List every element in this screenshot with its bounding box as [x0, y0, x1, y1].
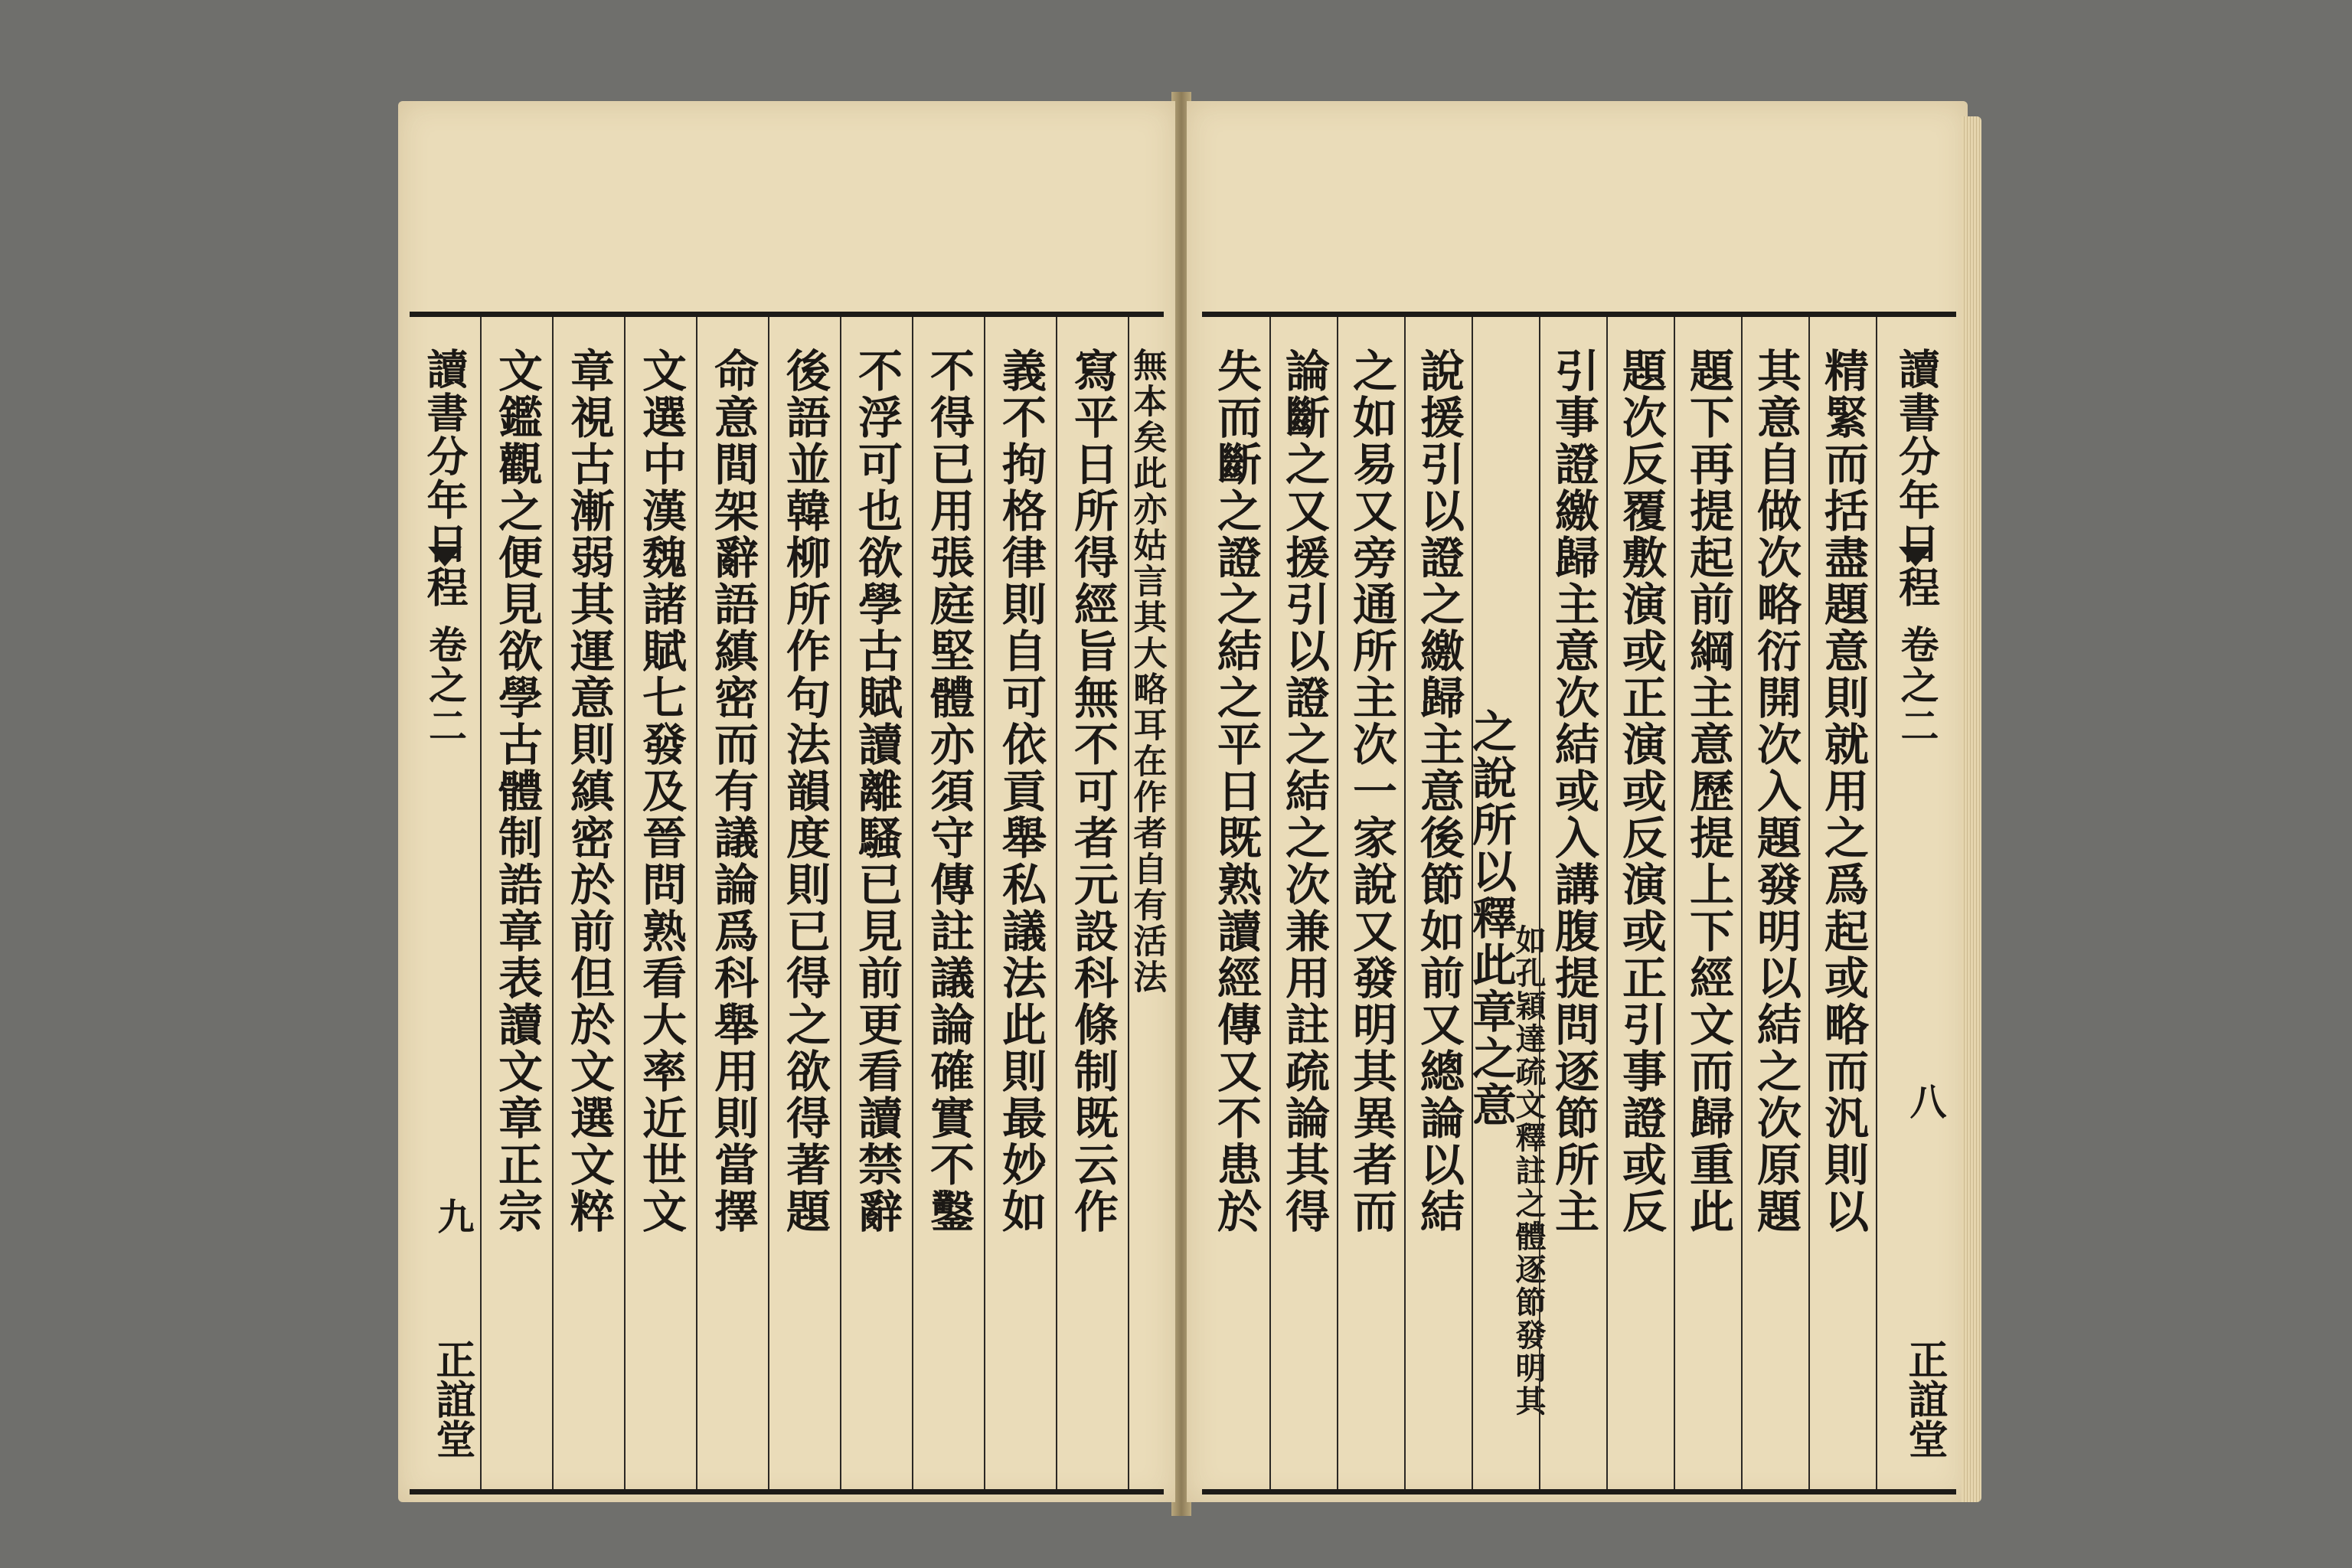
- left-header-title: 讀書分年日程: [420, 348, 469, 609]
- left-page-frame: [410, 312, 1167, 1494]
- text-column: [552, 317, 624, 1489]
- text-column: [984, 317, 1056, 1489]
- text-column: [1606, 317, 1674, 1489]
- fishtail-mark: [428, 547, 462, 567]
- left-header-volume: 卷之二: [423, 625, 468, 746]
- left-page: [398, 101, 1175, 1502]
- text-column: [1539, 317, 1606, 1489]
- text-column: [840, 317, 912, 1489]
- right-page-frame: [1202, 312, 1956, 1494]
- column-text: 不浮可也欲學古賦讀離騷已見前更看讀禁辭: [851, 348, 903, 1235]
- column-text: 之如易又旁通所主次一家說又發明其異者而: [1345, 348, 1397, 1235]
- text-column: [1056, 317, 1128, 1489]
- right-header-volume: 卷之二: [1894, 625, 1940, 746]
- text-column: [1404, 317, 1472, 1489]
- right-publisher: 正誼堂: [1901, 1339, 1948, 1459]
- column-text: 章視古漸弱其運意則縝密於前但於文選文粹: [563, 348, 615, 1235]
- text-column: [1741, 317, 1808, 1489]
- text-column: [1202, 317, 1269, 1489]
- column-text: 寫平日所得經旨無不可者元設科條制既云作: [1067, 348, 1119, 1235]
- text-column: [1127, 317, 1167, 1489]
- column-text: 後語並韓柳所作句法韻度則已得之欲得著題: [779, 348, 831, 1235]
- column-text: 文鑑觀之便見欲學古體制誥章表讀文章正宗: [491, 348, 543, 1235]
- column-text: 引事證繳歸主意次結或入講腹提問逐節所主: [1547, 348, 1599, 1235]
- fishtail-mark: [1899, 547, 1932, 567]
- right-page: [1187, 101, 1968, 1502]
- column-text: 之說所以釋此章之意: [1465, 708, 1517, 1129]
- open-book: [383, 92, 1991, 1516]
- column-text: 其意自做次略衍開次入題發明以結之次原題: [1749, 348, 1802, 1235]
- column-note: 如孔穎達疏文釋註之體逐節發明其: [1511, 924, 1547, 1418]
- page-edges: [1962, 116, 1981, 1502]
- text-column: [1337, 317, 1404, 1489]
- text-column: [912, 317, 984, 1489]
- text-column: [1674, 317, 1741, 1489]
- column-text: 說援引以證之繳歸主意後節如前又總論以結: [1413, 348, 1465, 1235]
- column-text: 命意間架辭語縝密而有議論爲科舉用則當擇: [707, 348, 759, 1235]
- text-column: [768, 317, 840, 1489]
- column-text: 題下再提起前綱主意歷提上下經文而歸重此: [1682, 348, 1734, 1235]
- right-page-number: 八: [1903, 1083, 1946, 1119]
- text-column: [1808, 317, 1876, 1489]
- column-text: 不得已用張庭堅體亦須守傳註議論確實不鑿: [923, 348, 975, 1235]
- column-text: 論斷之又援引以證之結之次兼用註疏論其得: [1278, 348, 1330, 1235]
- text-column: [696, 317, 768, 1489]
- column-text: 義不拘格律則自可依貢舉私議法此則最妙如: [995, 348, 1047, 1235]
- text-column: [1465, 317, 1547, 1489]
- text-column: [624, 317, 696, 1489]
- right-header-title: 讀書分年日程: [1892, 348, 1942, 609]
- text-column: [1269, 317, 1337, 1489]
- column-text: 失而斷之證之結之平日既熟讀經傳又不患於: [1210, 348, 1262, 1235]
- left-page-number: 九: [431, 1197, 474, 1234]
- column-text: 題次反覆敷演或正演或反演或正引事證或反: [1615, 348, 1667, 1235]
- left-header-column: [410, 317, 480, 1489]
- column-text: 精緊而括盡題意則就用之爲起或略而汎則以: [1817, 348, 1869, 1235]
- left-publisher: 正誼堂: [429, 1339, 475, 1459]
- column-text: 文選中漢魏諸賦七發及晉問熟看大率近世文: [635, 348, 687, 1235]
- text-column: [480, 317, 552, 1489]
- column-text: 無本矣此亦姑言其大略耳在作者自有活法: [1127, 348, 1167, 995]
- right-header-column: [1876, 317, 1956, 1489]
